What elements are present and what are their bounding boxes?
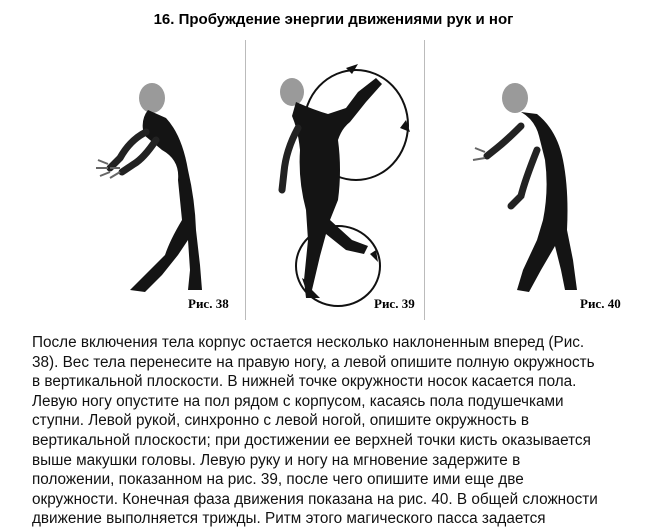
paragraph-line: вертикальной плоскости; при достижении ее верхней точки кисть оказывается [32, 431, 591, 449]
figure-38 [70, 40, 245, 320]
paragraph-line: окружности. Конечная фаза движения показана на рис. 40. В общей сложности [32, 490, 598, 508]
figure-39-caption: Рис. 39 [374, 296, 415, 311]
figure-39-illustration [246, 40, 426, 320]
paragraph-line: в вертикальной плоскости. В нижней точке окружности носок касается пола. [32, 373, 577, 391]
body-paragraph [32, 333, 657, 529]
paragraph-line: 38). Вес тела перенесите на правую ногу, а левой опишите полную окружность [32, 353, 595, 371]
paragraph-line: Левую ногу опустите на пол рядом с корпусом, касаясь пола подушечками [32, 392, 564, 410]
figure-40-caption: Рис. 40 [580, 296, 621, 311]
page-title: 16. Пробуждение энергии движениями рук и ног [153, 11, 514, 28]
paragraph-line: положении, показанном на рис. 39, после чего опишите ими еще две [32, 471, 524, 489]
figure-40 [425, 40, 630, 320]
paragraph-line: После включения тела корпус остается несколько наклоненным вперед (Рис. [32, 334, 585, 351]
figure-38-illustration [70, 40, 245, 320]
paragraph-line: движение выполняется трижды. Ритм этого магического пасса задается [32, 510, 546, 528]
paragraph-line: выше макушки головы. Левую руку и ногу на мгновение задержите в [32, 451, 521, 469]
paragraph-line: ступни. Левой рукой, синхронно с левой ногой, опишите окружность в [32, 412, 530, 430]
figure-40-illustration [425, 40, 630, 320]
figure-39 [245, 40, 425, 320]
figure-38-caption: Рис. 38 [188, 296, 229, 311]
